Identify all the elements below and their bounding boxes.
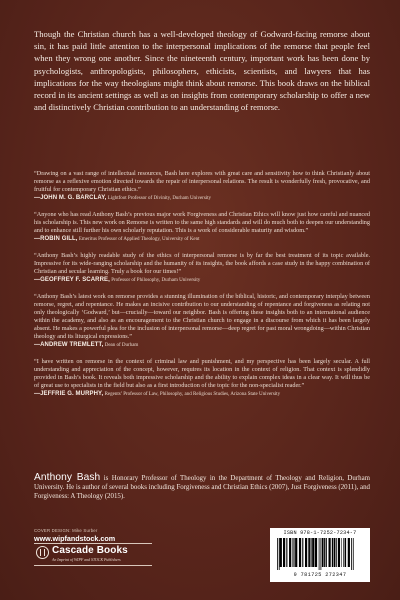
publisher-website: www.wipfandstock.com (34, 534, 116, 543)
divider (34, 565, 152, 566)
cascade-logo-icon (36, 546, 49, 559)
review-quote: “Drawing on a vast range of intellectual resources, Bash here explores with great care and sensitivity how to think Christianly about remorse as a reflexive emotion directed towards the repair of interpersonal relations. The result is wonderfully fresh, provocative, and fruitful for contemporary Christian ethics.” (34, 170, 370, 193)
review-attribution (34, 195, 370, 202)
review (34, 252, 370, 284)
author-name: Anthony Bash (34, 472, 101, 483)
reviewer-title: Professor of Philosophy, Durham University (111, 278, 201, 283)
review (34, 170, 370, 202)
reviewer-title: Dean of Durham (104, 343, 139, 348)
review (34, 293, 370, 349)
review-quote: “Anthony Bash’s latest work on remorse provides a stunning illumination of the biblical, historic, and contemporary interplay between remorse, regret, and repentance. He makes an incisive contribution to our understanding of repentance and forgiveness as relating not only theologically ‘Godward,’ but—crucially—toward our neighbor. Bash is offering these insights both to an international audience within the academy, and also as an encouragement to the Christian church to engage in a discourse from which it has been largely absent. He makes a powerful plea for the inclusion of interpersonal remorse—deep regret for past moral wrongdoing—within Christian theology and its liturgical expressions.” (34, 293, 370, 340)
cover-design-credit: COVER DESIGN: Mike Surber (34, 528, 98, 533)
publisher-logo (34, 543, 152, 567)
reviewer-title: Regents’ Professor of Law, Philosophy, and Religious Studies, Arizona State University (104, 392, 281, 397)
publisher-subtitle: An Imprint of WIPF and STOCK Publishers (52, 558, 121, 562)
review-attribution (34, 236, 370, 243)
review-attribution (34, 277, 370, 284)
reviewer-title: Lightfoot Professor of Divinity, Durham University (107, 196, 212, 201)
reviewer-name: —GEOFFREY F. SCARRE, (34, 277, 110, 283)
reviews-section (34, 170, 370, 407)
author-bio-text: is Honorary Professor of Theology in the Department of Theology and Religion, Durham University. He is author of several books including Forgiveness and Christian Ethics (2007), Just Forgiveness (2011), and Forgiveness: A Theology (2015). (34, 475, 370, 501)
review-quote: “Anyone who has read Anthony Bash’s previous major work Forgiveness and Christian Ethics will know just how careful and nuanced his scholarship is. This new work on Remorse is written to the same high standards and will do much both to deepen our understanding and to enhance still further his own scholarly reputation. This is a work of considerable maturity and wisdom.” (34, 211, 370, 234)
reviewer-title: Emeritus Professor of Applied Theology, University of Kent (78, 237, 200, 242)
book-blurb: Though the Christian church has a well-developed theology of Godward-facing remorse about sin, it has paid little attention to the interpersonal implications of the remorse that people feel when they wrong one another. Since the nineteenth century, important work has been done by psychologists, anthropologists, philosophers, ethicists, scientists, and lawyers that has implications for the way theologians might think about remorse. This book draws on the biblical record in its ancient settings as well as on insights from contemporary scholarship to offer a new and distinctively Christian contribution to an understanding of remorse. (34, 29, 370, 113)
isbn-label: ISBN 978-1-7252-7234-7 (283, 530, 357, 536)
reviewer-name: —ROBIN GILL, (34, 236, 78, 242)
review-attribution (34, 391, 370, 398)
review-attribution (34, 342, 370, 349)
review-quote: “I have written on remorse in the context of criminal law and punishment, and my perspective has been largely secular. A full understanding and appreciation of the concept, however, requires its location in the context of religion. That context is splendidly provided in Bash’s book. It reveals both impressive scholarship and the ability to explain complex ideas in a clear way. It will thus be of great use to specialists in the field but also as a first introduction of the topic for the non-specialist reader.” (34, 358, 370, 389)
publisher-name: Cascade Books (52, 545, 128, 556)
review (34, 211, 370, 243)
reviewer-name: —JEFFRIE G. MURPHY, (34, 391, 104, 397)
review-quote: “Anthony Bash’s highly readable study of the ethics of interpersonal remorse is by far the best treatment of its topic available. Impressive for its wide-ranging scholarship and the humanity of its insights, the book affords a case study in the happy combination of Christian and secular learning. Truly a book for our times!” (34, 252, 370, 275)
barcode-digits: 9 781725 272347 (293, 572, 347, 578)
divider (34, 543, 152, 544)
review (34, 358, 370, 398)
reviewer-name: —JOHN M. G. BARCLAY, (34, 195, 107, 201)
reviewer-name: —ANDREW TREMLETT, (34, 342, 104, 348)
isbn-barcode (270, 528, 370, 582)
author-bio (34, 473, 370, 501)
barcode-icon (276, 538, 364, 570)
